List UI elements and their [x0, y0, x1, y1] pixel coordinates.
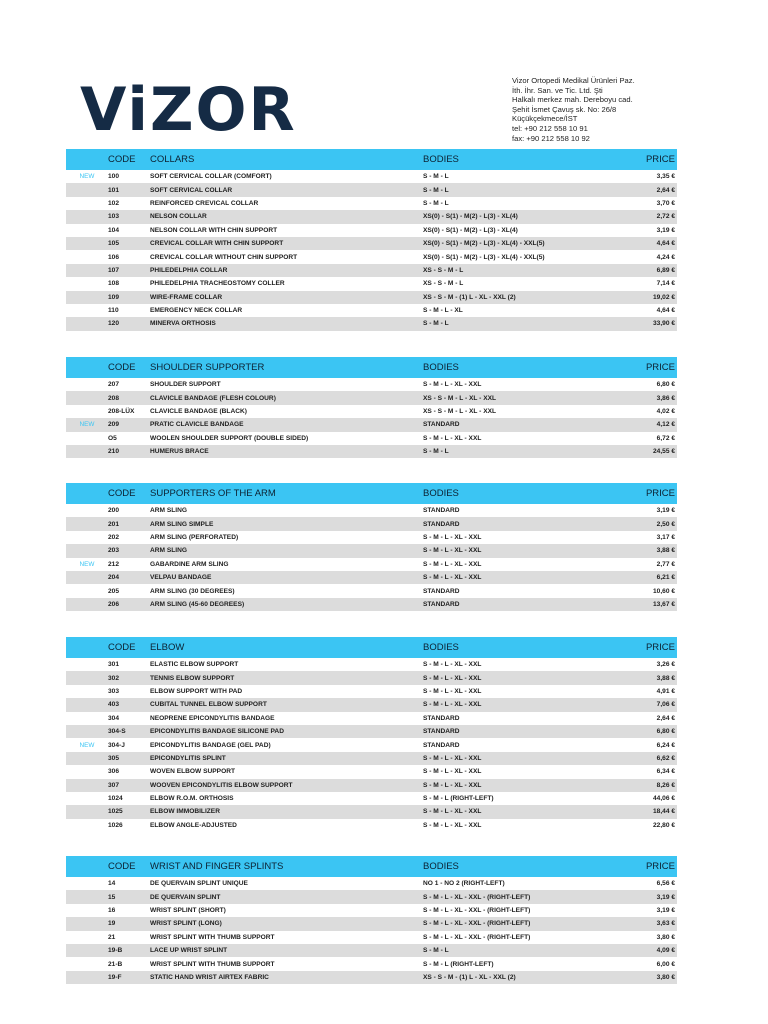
header-price: PRICE: [645, 642, 675, 653]
product-name: WIRE-FRAME COLLAR: [150, 293, 223, 301]
product-sizes: XS(0) - S(1) - M(2) - L(3) - XL(4) - XXL(5): [423, 253, 545, 261]
product-name: WOOLEN SHOULDER SUPPORT (DOUBLE SIDED): [150, 434, 309, 442]
product-name: REINFORCED CREVICAL COLLAR: [150, 199, 259, 207]
product-name: PHILEDELPHIA TRACHEOSTOMY COLLER: [150, 280, 285, 288]
product-price: 4,09 €: [656, 947, 675, 955]
product-sizes: S - M - L - XL - XXL - (RIGHT-LEFT): [423, 893, 531, 901]
table-row: [66, 250, 677, 263]
product-name: SHOULDER SUPPORT: [150, 381, 221, 389]
company-info-line: Şehit İsmet Çavuş sk. No: 26/8: [512, 104, 617, 114]
product-name: ARM SLING SIMPLE: [150, 520, 214, 528]
product-name: EPICONDYLITIS SPLİNT: [150, 754, 226, 762]
product-price: 4,91 €: [656, 687, 675, 695]
product-name: ELBOW R.O.M. ORTHOSİS: [150, 795, 234, 803]
header-code: CODE: [108, 488, 136, 499]
product-name: WRIST SPLINT (LONG): [150, 920, 222, 928]
product-code: 107: [108, 266, 120, 274]
product-code: 19: [108, 920, 116, 928]
table-row: [66, 224, 677, 237]
product-price: 6,72 €: [656, 434, 675, 442]
product-name: ELASTİC ELBOW SUPPORT: [150, 661, 239, 669]
header-price: PRICE: [645, 488, 675, 499]
product-name: CREVICAL COLLAR WITHOUT CHIN SUPPORT: [150, 253, 298, 261]
product-name: WRIST SPLINT WITH THUMB SUPPORT: [150, 960, 275, 968]
table-row: [66, 445, 677, 458]
product-name: ARM SLING: [150, 547, 187, 555]
product-price: 24,55 €: [653, 448, 675, 456]
product-sizes: S - M - L - XL - XXL: [423, 701, 482, 709]
product-sizes: S - M - L - XL - XXL: [423, 781, 482, 789]
product-code: 110: [108, 307, 119, 315]
product-price: 2,64 €: [656, 186, 675, 194]
table-row: [66, 792, 677, 805]
product-price: 3,35 €: [656, 173, 675, 181]
product-sizes: STANDARD: [423, 714, 460, 722]
product-name: ELBOW ANGLE-ADJUSTED: [150, 821, 237, 829]
product-sizes: S - M - L - XL - XXL: [423, 547, 482, 555]
table-row: [66, 752, 677, 765]
product-price: 4,64 €: [656, 307, 675, 315]
product-price: 3,19 €: [656, 906, 675, 914]
header-bodies: BODIES: [423, 362, 459, 373]
product-price: 6,24 €: [656, 741, 675, 749]
table-row: [66, 291, 677, 304]
company-info-line: fax: +90 212 558 10 92: [512, 133, 590, 143]
table-row: [66, 671, 677, 684]
product-code: 306: [108, 768, 120, 776]
product-price: 8,26 €: [656, 781, 675, 789]
product-sizes: S - M - L - XL - XXL: [423, 533, 482, 541]
product-code: 210: [108, 448, 120, 456]
product-code: 101: [108, 186, 120, 194]
table-row: [66, 197, 677, 210]
product-name: WRIST SPLINT (SHORT): [150, 906, 226, 914]
product-code: 103: [108, 213, 120, 221]
table-row: [66, 405, 677, 418]
product-price: 6,34 €: [656, 768, 675, 776]
product-code: 305: [108, 754, 120, 762]
product-name: ELBOW IMMOBILIZER: [150, 808, 220, 816]
product-sizes: S - M - L - XL - XXL - (RIGHT-LEFT): [423, 920, 531, 928]
brand-wordmark: ViZOR: [80, 78, 297, 138]
product-price: 6,80 €: [656, 381, 675, 389]
product-name: WOOVEN EPICONDYLITIS ELBOW SUPPORT: [150, 781, 293, 789]
product-code: 200: [108, 507, 120, 515]
section-header: [66, 357, 677, 378]
product-name: STATİC HAND WRİST AİRTEX FABRİC: [150, 973, 269, 981]
table-row: [66, 738, 677, 751]
product-sizes: S - M - L - XL - XXL: [423, 661, 482, 669]
product-sizes: NO 1 - NO 2 (RIGHT-LEFT): [423, 880, 505, 888]
table-row: [66, 378, 677, 391]
product-name: EPICONDYLITIS BANDAGE SİLİCONE PAD: [150, 728, 284, 736]
product-name: NEOPRENE EPICONDYLITIS BANDAGE: [150, 714, 275, 722]
company-info-line: Vizor Ortopedi Medikal Ürünleri Paz.: [512, 76, 635, 85]
product-price: 3,86 €: [656, 394, 675, 402]
header-bodies: BODIES: [423, 861, 459, 872]
product-name: NELSON COLLAR WITH CHIN SUPPORT: [150, 226, 278, 234]
new-badge: NEW: [79, 421, 95, 429]
table-row: [66, 304, 677, 317]
product-name: WOVEN ELBOW SUPPORT: [150, 768, 235, 776]
product-price: 22,80 €: [653, 821, 675, 829]
company-info-line: İth. İhr. San. ve Tic. Ltd. Şti: [512, 85, 603, 95]
table-row: [66, 183, 677, 196]
brand-logo: [80, 78, 332, 138]
company-info-line: Halkalı merkez mah. Dereboyu cad.: [512, 95, 633, 105]
product-sizes: XS - S - M - L: [423, 266, 464, 274]
table-row: [66, 725, 677, 738]
table-row: [66, 170, 677, 183]
product-price: 3,80 €: [656, 933, 675, 941]
product-price: 6,89 €: [656, 266, 675, 274]
product-code: 212: [108, 560, 120, 568]
product-name: PRATIC CLAVICLE BANDAGE: [150, 421, 244, 429]
product-code: 203: [108, 547, 120, 555]
product-sizes: STANDARD: [423, 421, 460, 429]
table-row: [66, 558, 677, 571]
product-sizes: S - M - L - XL: [423, 307, 463, 315]
table-row: [66, 712, 677, 725]
product-name: WRIST SPLINT WITH THUMB SUPPORT: [150, 933, 275, 941]
product-sizes: XS - S - M - L - XL - XXL: [423, 394, 497, 402]
product-price: 3,63 €: [656, 920, 675, 928]
product-sizes: XS - S - M - L - XL - XXL: [423, 407, 497, 415]
product-code: 21-B: [108, 960, 123, 968]
product-name: ARM SLING (30 DEGREES): [150, 587, 235, 595]
product-price: 18,44 €: [653, 808, 675, 816]
product-code: 16: [108, 906, 116, 914]
table-row: [66, 317, 677, 330]
product-code: 21: [108, 933, 116, 941]
header-price: PRICE: [645, 861, 675, 872]
table-row: [66, 931, 677, 944]
product-sizes: XS - S - M - (1) L - XL - XXL (2): [423, 293, 516, 301]
product-price: 44,06 €: [653, 795, 675, 803]
table-row: [66, 890, 677, 903]
product-code: 109: [108, 293, 120, 301]
product-price: 13,67 €: [653, 600, 675, 608]
product-name: EMERGENCY NECK COLLAR: [150, 307, 243, 315]
product-sizes: STANDARD: [423, 520, 460, 528]
table-row: [66, 210, 677, 223]
table-row: [66, 957, 677, 970]
product-code: 14: [108, 880, 116, 888]
product-name: ARM SLING (45-60 DEGREES): [150, 600, 245, 608]
product-sizes: S - M - L - XL - XXL - (RIGHT-LEFT): [423, 933, 531, 941]
section-title: COLLARS: [150, 154, 195, 165]
product-code: 303: [108, 687, 120, 695]
product-name: SOFT CERVİCAL COLLAR: [150, 186, 233, 194]
table-row: [66, 584, 677, 597]
product-name: ELBOW SUPPORT WITH PAD: [150, 687, 243, 695]
product-code: 301: [108, 661, 120, 669]
table-row: [66, 877, 677, 890]
product-name: PHILEDELPHIA COLLAR: [150, 266, 228, 274]
product-price: 3,19 €: [656, 226, 675, 234]
new-badge: NEW: [79, 741, 95, 749]
product-price: 4,02 €: [656, 407, 675, 415]
product-sizes: S - M - L: [423, 320, 449, 328]
product-sizes: S - M - L - XL - XXL: [423, 687, 482, 695]
product-sizes: S - M - L - XL - XXL: [423, 560, 482, 568]
product-sizes: STANDARD: [423, 728, 460, 736]
product-sizes: XS(0) - S(1) - M(2) - L(3) - XL(4) - XXL(5): [423, 240, 545, 248]
product-name: CLAVICLE BANDAGE (BLACK): [150, 407, 247, 415]
table-row: [66, 571, 677, 584]
table-row: [66, 264, 677, 277]
table-row: [66, 658, 677, 671]
section-title: SHOULDER SUPPORTER: [150, 362, 265, 373]
product-code: 15: [108, 893, 116, 901]
product-sizes: S - M - L (RIGHT-LEFT): [423, 960, 494, 968]
section-header: [66, 149, 677, 170]
product-price: 6,21 €: [656, 574, 675, 582]
product-code: 302: [108, 674, 120, 682]
section-title: SUPPORTERS OF THE ARM: [150, 488, 276, 499]
product-sizes: S - M - L - XL - XXL - (RIGHT-LEFT): [423, 906, 531, 914]
product-code: 307: [108, 781, 120, 789]
table-row: [66, 779, 677, 792]
header-code: CODE: [108, 362, 136, 373]
product-code: 104: [108, 226, 120, 234]
product-sizes: XS - S - M - L: [423, 280, 464, 288]
product-code: 208: [108, 394, 120, 402]
header-bodies: BODIES: [423, 642, 459, 653]
header-code: CODE: [108, 861, 136, 872]
header-code: CODE: [108, 154, 136, 165]
table-row: [66, 904, 677, 917]
product-code: 304-S: [108, 728, 126, 736]
header-price: PRICE: [645, 362, 675, 373]
product-price: 7,14 €: [656, 280, 675, 288]
product-price: 3,88 €: [656, 547, 675, 555]
section-header: [66, 637, 677, 658]
product-code: 208-LÜX: [108, 407, 135, 415]
product-code: 207: [108, 381, 120, 389]
product-sizes: S - M - L - XL - XXL: [423, 574, 482, 582]
product-sizes: S - M - L: [423, 947, 449, 955]
product-sizes: XS - S - M - (1) L - XL - XXL (2): [423, 973, 516, 981]
section-shoulder-supporter: [66, 357, 677, 458]
table-row: [66, 517, 677, 530]
product-sizes: S - M - L - XL - XXL: [423, 381, 482, 389]
table-row: [66, 277, 677, 290]
product-code: 19-F: [108, 973, 122, 981]
product-sizes: S - M - L (RIGHT-LEFT): [423, 795, 494, 803]
product-name: HUMERUS BRACE: [150, 448, 209, 456]
product-code: 205: [108, 587, 120, 595]
product-name: CREVICAL COLLAR WITH CHIN SUPPORT: [150, 240, 284, 248]
product-name: MINERVA ORTHOSIS: [150, 320, 216, 328]
new-badge: NEW: [79, 173, 95, 181]
section-collars: [66, 149, 677, 331]
product-sizes: S - M - L - XL - XXL: [423, 674, 482, 682]
product-price: 3,19 €: [656, 507, 675, 515]
product-code: O5: [108, 434, 117, 442]
product-code: 120: [108, 320, 120, 328]
product-sizes: S - M - L - XL - XXL: [423, 434, 482, 442]
product-price: 33,90 €: [653, 320, 675, 328]
section-header: [66, 856, 677, 877]
product-price: 7,06 €: [656, 701, 675, 709]
product-sizes: S - M - L - XL - XXL: [423, 808, 482, 816]
product-price: 4,24 €: [656, 253, 675, 261]
section-wrist-and-finger-splints: [66, 856, 677, 984]
product-price: 4,12 €: [656, 421, 675, 429]
product-price: 3,80 €: [656, 973, 675, 981]
product-price: 2,50 €: [656, 520, 675, 528]
table-row: [66, 531, 677, 544]
product-price: 4,64 €: [656, 240, 675, 248]
product-price: 6,62 €: [656, 754, 675, 762]
product-sizes: STANDARD: [423, 600, 460, 608]
company-info-line: tel: +90 212 558 10 91: [512, 123, 588, 133]
product-sizes: XS(0) - S(1) - M(2) - L(3) - XL(4): [423, 213, 518, 221]
product-name: DE QUERVAIN SPLINT: [150, 893, 221, 901]
product-code: 106: [108, 253, 120, 261]
product-sizes: S - M - L: [423, 448, 449, 456]
table-row: [66, 432, 677, 445]
product-name: VELPAU BANDAGE: [150, 574, 212, 582]
product-name: ARM SLING: [150, 507, 187, 515]
product-code: 19-B: [108, 947, 123, 955]
product-price: 2,64 €: [656, 714, 675, 722]
product-sizes: S - M - L - XL - XXL: [423, 768, 482, 776]
product-code: 108: [108, 280, 120, 288]
company-info: [512, 76, 712, 143]
product-name: EPICONDYLITIS BANDAGE (GEL PAD): [150, 741, 271, 749]
table-row: [66, 391, 677, 404]
table-row: [66, 819, 677, 832]
product-sizes: S - M - L: [423, 199, 449, 207]
product-name: CUBITAL TUNNEL ELBOW SUPPORT: [150, 701, 267, 709]
product-name: SOFT CERVİCAL COLLAR (COMFORT): [150, 173, 272, 181]
product-sizes: S - M - L - XL - XXL: [423, 754, 482, 762]
table-row: [66, 685, 677, 698]
product-code: 304-J: [108, 741, 125, 749]
product-code: 102: [108, 199, 120, 207]
table-row: [66, 504, 677, 517]
product-code: 100: [108, 173, 120, 181]
table-row: [66, 544, 677, 557]
product-price: 10,60 €: [653, 587, 675, 595]
header-code: CODE: [108, 642, 136, 653]
product-name: CLAVICLE BANDAGE (FLESH COLOUR): [150, 394, 276, 402]
product-code: 201: [108, 520, 120, 528]
product-sizes: STANDARD: [423, 587, 460, 595]
product-code: 206: [108, 600, 120, 608]
product-name: NELSON COLLAR: [150, 213, 207, 221]
section-elbow: [66, 637, 677, 832]
product-price: 3,17 €: [656, 533, 675, 541]
product-code: 1026: [108, 821, 123, 829]
table-row: [66, 971, 677, 984]
table-row: [66, 944, 677, 957]
product-sizes: STANDARD: [423, 741, 460, 749]
product-code: 403: [108, 701, 120, 709]
product-code: 1025: [108, 808, 123, 816]
product-code: 105: [108, 240, 120, 248]
table-row: [66, 765, 677, 778]
product-price: 3,70 €: [656, 199, 675, 207]
company-info-line: Küçükçekmece/İST: [512, 114, 578, 124]
section-supporters-of-the-arm: [66, 483, 677, 611]
table-row: [66, 698, 677, 711]
section-header: [66, 483, 677, 504]
header-price: PRICE: [645, 154, 675, 165]
product-code: 204: [108, 574, 120, 582]
section-title: WRIST AND FINGER SPLINTS: [150, 861, 284, 872]
product-name: TENNIS ELBOW SUPPORT: [150, 674, 235, 682]
product-price: 3,88 €: [656, 674, 675, 682]
product-price: 19,02 €: [653, 293, 675, 301]
product-name: ARM SLING (PERFORATED): [150, 533, 239, 541]
product-sizes: XS(0) - S(1) - M(2) - L(3) - XL(4): [423, 226, 518, 234]
header-bodies: BODIES: [423, 154, 459, 165]
new-badge: NEW: [79, 560, 95, 568]
product-price: 6,56 €: [656, 880, 675, 888]
product-price: 2,72 €: [656, 213, 675, 221]
product-price: 3,26 €: [656, 661, 675, 669]
product-name: LACE UP WRIST SPLINT: [150, 947, 228, 955]
product-price: 6,80 €: [656, 728, 675, 736]
product-code: 209: [108, 421, 120, 429]
table-row: [66, 418, 677, 431]
product-name: GABARDINE ARM SLING: [150, 560, 229, 568]
product-sizes: S - M - L: [423, 186, 449, 194]
product-sizes: S - M - L - XL - XXL: [423, 821, 482, 829]
product-code: 304: [108, 714, 120, 722]
table-row: [66, 805, 677, 818]
table-row: [66, 917, 677, 930]
table-row: [66, 237, 677, 250]
header-bodies: BODIES: [423, 488, 459, 499]
product-price: 6,00 €: [656, 960, 675, 968]
product-code: 202: [108, 533, 120, 541]
product-sizes: S - M - L: [423, 173, 449, 181]
table-row: [66, 598, 677, 611]
product-code: 1024: [108, 795, 123, 803]
product-price: 2,77 €: [656, 560, 675, 568]
product-price: 3,19 €: [656, 893, 675, 901]
section-title: ELBOW: [150, 642, 185, 653]
product-name: DE QUERVAIN SPLINT UNIQUE: [150, 880, 248, 888]
product-sizes: STANDARD: [423, 507, 460, 515]
